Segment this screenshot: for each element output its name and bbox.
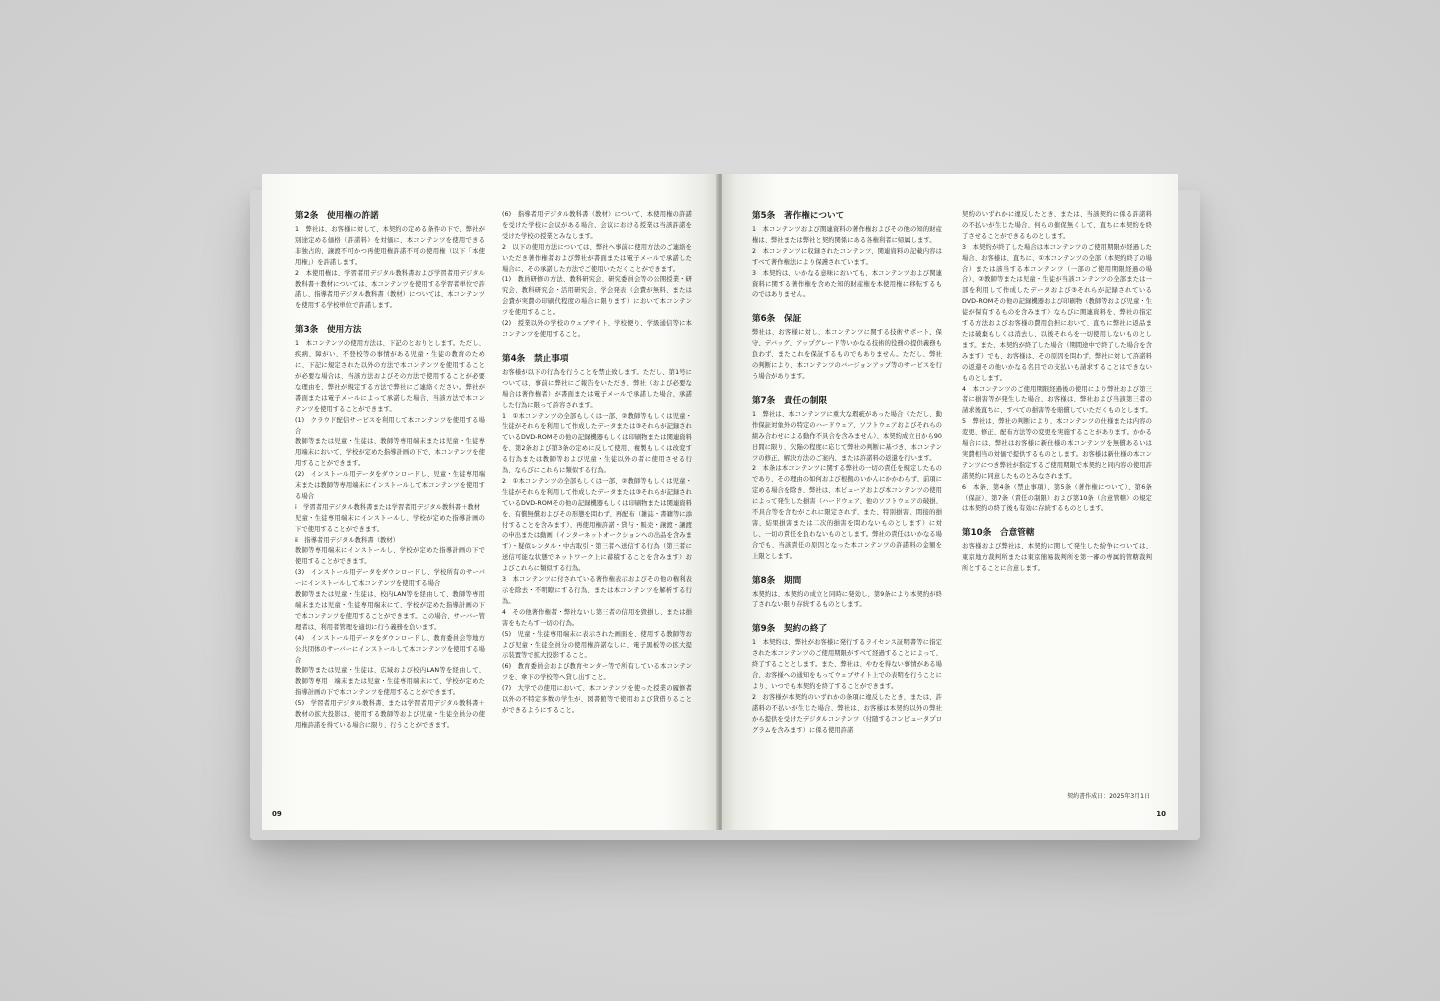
article-paragraph: ⅰ 学習者用デジタル教科書または学習者用デジタル教科書＋教材 [295,503,481,511]
article-heading: 第6条 保証 [752,314,802,325]
article-paragraph: 6 本条、第4条（禁止事項）、第5条（著作権について）、第6条（保証）、第7条（責任の制限）および第10条（合意管轄）の規定は本契約の終了後も有効に存続するものとします。 [962,483,1152,513]
article-paragraph: 3 本コンテンツに付されている著作権表示およびその他の権利表示を除去・不明瞭にする行為、または本コンテンツを解析する行為。 [502,576,692,605]
article-paragraph: 2 ①本コンテンツの全部もしくは一部、②教師等もしくは児童・生徒がそれらを利用して作成したデータまたは③それらが記録されているDVD-ROMその他の記録機器もしくは印刷物または関連資料を、有償無償およびその形態を問わず、再配布（雑誌・書籍等に添付することを含みます）、再使用権許諾・貸与・販売・譲渡・讓渡の申出または動画（インターネットオークションへの出品を含みます）・疑似レンタル・中古取引・第三者へ送信する行為（第三者に送信可能な状態でネットワーク上に蓄積することを含みます）およびこれらに類似する行為。 [502,477,692,573]
article-paragraph: (6) 教育委員会および教育センター等で所有している本コンテンツを、傘下の学校等へ貸し出すこと。 [502,663,692,682]
article-heading: 第4条 禁止事項 [502,353,569,364]
article-paragraph: (4) インストール用データをダウンロードし、教育委員会等地方公共団体のサーバーにインストールして本コンテンツを使用する場合 [295,634,485,664]
article-heading: 第10条 合意管轄 [962,528,1035,539]
article-paragraph: 1 本コンテンツの使用方法は、下記のとおりとします。ただし、疾病、障がい、不登校等の事情がある児童・生徒の教育のために、下記に規定された以外の方法で本コンテンツを使用することが必要な場合は、当該方法およびその方法で使用することが必要な理由を、弊社が規定する方法で弊社にご連絡ください。弊社が書面または電子メールによって承諾した場合、当該方法で本コンテンツを使用することができます。 [295,340,485,413]
article-paragraph: 3 本契約が終了した場合は本コンテンツのご使用期限が経過した場合、お客様は、直ちに、①本コンテンツの全部（本契約終了の場合）または該当する本コンテンツ（一部のご使用期限経過の場合）、②教師等または児童・生徒が当該コンテンツの全部または一部を利用して作成したデータおよび③それらが記録されているDVD-ROMその他の記録機器および印刷物（教師等および児童・生徒が保有するものを含みます）ならびに関連資料を、弊社の指定する方法およびお客様の費用負担において、直ちに弊社に返品または破棄もしくは消去し、以後それらを一切使用しないものとします。また、本契約が終了した場合（期間途中で終了した場合を含みます）でも、お客様は、その原因を問わず、弊社に対して許諾料の返還その他いかなる名目での支払いも請求することはできないものとします。 [962,243,1152,382]
article-paragraph: お客様および弊社は、本契約に関して発生した紛争については、東京地方裁判所または東京簡易裁判所を第一審の専属的管轄裁判所とすることに合意します。 [962,543,1152,573]
article-paragraph: 教師等または児童・生徒は、広域および校内LAN等を経由して、教師等専用 端末または児童・生徒専用端末にて、学校が定めた指導計画の下で本コンテンツを使用することができます。 [295,667,485,697]
article-paragraph: 児童・生徒専用端末にインストールし、学校が定めた指導計画の下で使用することができます。 [295,514,485,533]
article-paragraph: (1) クラウド配信サービスを利用して本コンテンツを使用する場合 [295,416,485,435]
article-paragraph: 4 その他著作権者・弊社ないし第三者の信用を毀損し、または損害をもたらす一切の行為。 [502,608,692,627]
article-paragraph: 2 本条は本コンテンツに関する弊社の一切の責任を規定したものであり、その理由の如何および根拠のいかんにかかわらず、前項に定める場合を除き、弊社は、本ビューアおよび本コンテンツの使用によって発生した損害（ハードウェア、他のソフトウェアの破損、不具合等を含むがこれに限定されず、また、特別損害、間接的損害、結果損害または二次的損害を問わないものとします）に対し、一切の責任を負わないものとします。弊社の責任はいかなる場合でも、当該責任の原因となった本コンテンツの許諾料の金額を上限とします。 [752,465,942,560]
article-paragraph: 1 弊社は、本コンテンツに重大な瑕疵があった場合（ただし、動作保証対象外の特定のハードウェア、ソフトウェアおよびそれらの組み合わせによる動作不具合を含みません）、本契約成立日から90日間に限り、欠陥の程度に応じて弊社の判断に基づき、本コンテンツの修正、解決方法のご案内、または許諾料の返還を行います。 [752,410,942,462]
article-paragraph: 2 本使用権は、学習者用デジタル教科書および学習者用デジタル教科書＋教材については、本コンテンツを使用する学習者単位で許諾し、指導者用デジタル教科書（教材）については、本コンテンツを使用する学校単位で許諾します。 [295,269,485,310]
article-paragraph: ⅱ 指導者用デジタル教科書（教材） [295,536,400,544]
page-number: 10 [1156,810,1166,818]
page-number: 09 [272,810,282,818]
article-paragraph: 教師等または児童・生徒は、校内LAN等を経由して、教師等専用端末または児童・生徒専用端末にて、学校が定めた指導計画の下で本コンテンツを使用することができます。この場合、サーバー管理者は、利用者管理を適切に行う義務を負います。 [295,591,485,631]
right-column-2 [962,210,1152,575]
page-right [722,174,1178,830]
article-paragraph: 1 弊社は、お客様に対して、本契約の定める条件の下で、弊社が別途定める価格（許諾料）を対価に、本コンテンツを使用できる非独占的、譲渡不可かつ再使用権許諾不可の使用権（以下「本使用権」）を許諾します。 [295,226,485,266]
right-column-1 [752,210,942,737]
article-paragraph: 3 本契約は、いかなる意味においても、本コンテンツおよび関連資料に関する著作権を含めた知的財産権を本使用権に移転するものではありません。 [752,269,942,299]
article-paragraph: 4 本コンテンツのご使用期限経過後の使用により弊社および第三者に損害等が発生した場合、お客様は、弊社および当該第三者の請求後直ちに、すべての損害等を賠償していただくものとします。 [962,385,1152,415]
article-paragraph: (3) インストール用データをダウンロードし、学校所有のサーバーにインストールして本コンテンツを使用する場合 [295,569,485,588]
article-paragraph: (6) 指導者用デジタル教科書（教材）について、本使用権の許諾を受けた学校に会议がある場合、会议における授業は当該許諾を受けた学校の授業とみなします。 [502,211,692,240]
article-paragraph: (2) 授業以外の学校のウェブサイト、学校便り、学級通信等に本コンテンツを使用すること。 [502,320,692,338]
article-paragraph: 1 ①本コンテンツの全部もしくは一部、②教師等もしくは児童・生徒がそれらを利用して作成したデータまたは③それらが記録されているDVD-ROMその他の記録機器もしくは印刷物または関連資料を、第2条および第3条の定めに反して使用、複製もしくは改変する行為または教師等および児童・生徒以外の者に使用させる行為、ならびにこれらに類似する行為。 [502,412,692,475]
article-paragraph: (5) 学習者用デジタル教科書、または学習者用デジタル教科書＋教材の拡大投影は、使用する教師等および児童・生徒全員分の使用権許諾を得ている場合に限り、行うことができます。 [295,700,485,729]
article-paragraph: 教師等または児童・生徒は、教師等専用端末または児童・生徒専用端末において、学校が定めた指導計画の下で、本コンテンツを使用することができます。 [295,438,485,468]
article-heading: 第5条 著作権について [752,211,845,221]
article-paragraph: (5) 児童・生徒専用端末に表示された画面を、使用する教師等および児童・生徒全員分の使用権許諾なしに、電子黒板等の拡大提示装置等で拡大投影すること。 [502,630,692,660]
article-paragraph: 教師等専用端末にインストールし、学校が定めた指導計画の下で使用することができます。 [295,547,485,566]
article-paragraph: 本契約は、本契約の成立と同時に発効し、第9条により本契約が終了されない限り存続するものとします。 [752,590,942,609]
article-paragraph: (1) 教員研修の方法、教科研究会、研究委員会等の公開授業・研究会、教科研究会・活用研究会、学会発表（会費が無料、または会費が実費の印刷代程度の場合に限ります）において本コンテンツを使用すること。 [502,276,692,317]
article-paragraph: 契約のいずれかに違反したとき、または、当該契約に係る許諾料の不払いが生じた場合、何らの催促無くして、直ちに本契約を終了させることができるものとします。 [962,211,1152,240]
contract-date: 契約書作成日：2025年3月1日 [1067,793,1150,800]
article-heading: 第3条 使用方法 [295,325,362,336]
article-paragraph: (2) インストール用データをダウンロードし、児童・生徒専用端末または教師等専用端末にインストールして本コンテンツを使用する場合 [295,471,485,500]
article-paragraph: 2 以下の使用方法については、弊社へ事前に使用方法のご連絡をいただき著作権者および弊社が書面または電子メールで承諾した場合に、その承諾した方法でご使用いただくことができます。 [502,243,692,273]
article-paragraph: 5 弊社は、弊社の判断により、本コンテンツの仕様または内容の変更、修正、配布方法等の変更を実施することがあります。かかる場合には、弊社はお客様に新仕様の本コンテンツを無償あるいは実費相当の対価で提供するものとします。お客様は新仕様の本コンテンツにつき弊社が指定するご使用期限で本契約と同内容の使用許諾契約に同意したものとみなされます。 [962,418,1152,480]
article-heading: 第2条 使用権の許諾 [295,211,379,221]
article-heading: 第7条 責任の制限 [752,395,828,406]
article-heading: 第9条 契約の終了 [752,624,828,635]
page-left [262,174,718,830]
article-paragraph: お客様が以下の行為を行うことを禁止致します。ただし、第1号については、事前に弊社にご報告をいただき、弊社（および必要な場合は著作権者）が書面または電子メールで承諾した場合、承諾した行為に限って許容されます。 [502,368,692,409]
article-paragraph: 2 お客様が本契約のいずれかの条項に違反したとき、または、許諾料の不払いが生じた場合、弊社は、お客様は本契約以外の弊社から提供を受けたデジタルコンテンツ（付随するコンピュータプログラムを含みます）に係る使用許諾 [752,693,942,734]
left-column-2 [502,210,692,717]
article-heading: 第8条 期間 [752,575,802,586]
article-paragraph: 1 本契約は、弊社がお客様に発行するライセンス証明書等に指定された本コンテンツのご使用期限がすべて経過することによって、終了することとします。また、弊社は、やむを得ない事情がある場合、お客様への通知をもってウェブサイト上での表明を行うことにより、いつでも本契約を終了することができます。 [752,639,942,690]
left-column-1 [295,210,485,732]
article-paragraph: 2 本コンテンツに収録されたコンテンツ、関連資料の記載内容はすべて著作権法により保護されています。 [752,247,942,266]
article-paragraph: (7) 大学での使用において、本コンテンツを使った授業の履修者以外の不特定多数の学生が、図書館等で使用および貸借りることができるようにすること。 [502,685,692,714]
article-paragraph: 1 本コンテンツおよび関連資料の著作権およびその他の知的財産権は、弊社または弊社と契約関係にある各権利者に帰属します。 [752,226,942,244]
article-paragraph: 弊社は、お客様に対し、本コンテンツに関する技術サポート、保守、デバッグ、アップグレード等いかなる技術的役務の提供義務も負わず、またこれを保証するものでもありません。ただし、弊社の判断により、本コンテンツのバージョンアップ等のサービスを行う場合があります。 [752,329,942,380]
